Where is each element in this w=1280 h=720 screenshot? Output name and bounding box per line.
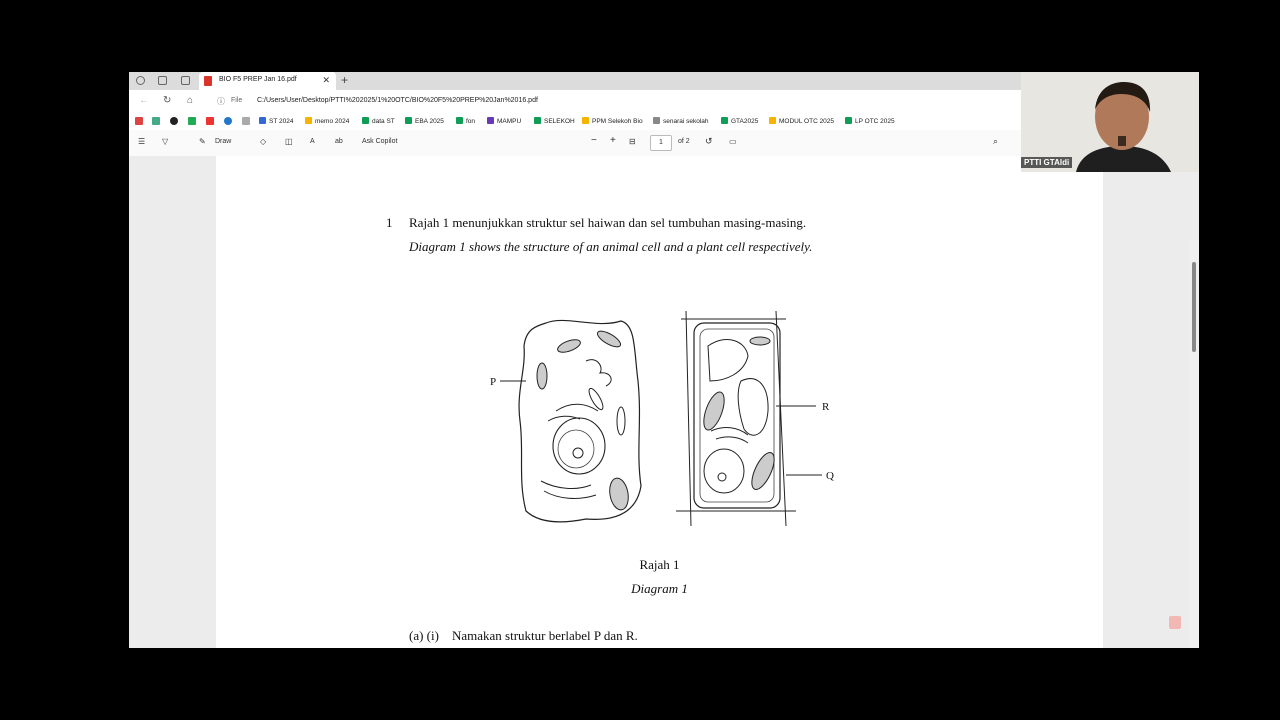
subquestion-text: Namakan struktur berlabel P dan R. [452,628,638,643]
ask-copilot-button[interactable]: Ask Copilot [362,138,398,145]
zoom-in-icon[interactable]: + [610,135,616,146]
home-icon[interactable]: ⌂ [187,95,194,106]
draw-icon[interactable]: ✎ [199,137,206,146]
bookmark-eba2025[interactable]: EBA 2025 [405,117,444,125]
page-total: of 2 [678,138,690,145]
pdf-viewer[interactable] [129,156,1199,648]
scrollbar-thumb[interactable] [1192,262,1196,352]
edge-icon[interactable] [224,117,232,125]
erase-icon[interactable]: ◇ [260,137,267,146]
bookmark-st2024[interactable]: ST 2024 [259,117,293,125]
file-label: File [231,97,243,104]
github-icon[interactable] [170,117,178,125]
page-number-input[interactable]: 1 [650,135,672,151]
participant-name: PTTI GTAldi [1021,157,1072,168]
translate-icon[interactable]: ab [335,138,343,145]
gmail-icon[interactable] [135,117,143,125]
bookmark-mampu[interactable]: MAMPU [487,117,521,125]
bookmark-gta2025[interactable]: GTA2025 [721,117,758,125]
close-tab-icon[interactable]: ✕ [322,75,330,85]
bookmark-icon[interactable] [188,117,196,125]
bookmark-memo2024[interactable]: memo 2024 [305,117,349,125]
profile-icon[interactable] [136,76,145,85]
tab-actions-icon[interactable] [181,76,190,85]
tab-pdf[interactable] [199,72,336,90]
acrobat-icon[interactable] [1169,616,1181,629]
pdf-page [216,156,1103,648]
question-number: 1 [386,215,393,230]
scrollbar[interactable] [1189,240,1199,648]
zoom-out-icon[interactable]: − [591,135,597,146]
webcam-overlay [1021,72,1199,172]
bookmark-fon[interactable]: fon [456,117,475,125]
fit-page-icon[interactable]: ⊟ [629,137,636,146]
diagram-caption-english: Diagram 1 [631,581,688,596]
view-icon[interactable]: ◫ [285,137,293,146]
label-r: R [822,401,830,413]
bookmark-datast[interactable]: data ST [362,117,395,125]
reload-icon[interactable]: ↻ [163,95,172,106]
cell-diagram [486,311,836,536]
page-view-icon[interactable]: ▭ [729,137,737,146]
pdf-icon [204,76,212,86]
bookmark-ppm-selekoh-bio[interactable]: PPM Selekoh Bio [582,117,643,125]
sheets-icon[interactable] [152,117,160,125]
bookmark-selekoh[interactable]: SELEKOH [534,117,575,125]
rotate-icon[interactable]: ↺ [705,136,713,146]
diagram-caption-malay: Rajah 1 [639,557,680,572]
url-field[interactable]: C:/Users/User/Desktop/PTTI%202025/1%20OTC/BIO%20F5%20PREP%20Jan%2016.pdf [257,97,538,104]
highlight-icon[interactable]: ▽ [162,137,169,146]
bookmark-senarai-sekolah[interactable]: senarai sekolah [653,117,709,125]
star-icon[interactable] [242,117,250,125]
contents-icon[interactable]: ☰ [138,137,146,146]
pocket-icon[interactable] [206,117,214,125]
back-icon[interactable]: ← [139,95,149,106]
search-icon[interactable]: ⌕ [993,136,999,146]
bookmark-modul-otc[interactable]: MODUL OTC 2025 [769,117,834,125]
label-q: Q [826,470,834,482]
workspaces-icon[interactable] [158,76,167,85]
label-p: P [490,376,497,388]
tab-title: BIO F5 PREP Jan 16.pdf [219,76,297,83]
question-text-english: Diagram 1 shows the structure of an animal cell and a plant cell respectively. [409,239,813,254]
bookmark-lp-otc[interactable]: LP OTC 2025 [845,117,895,125]
subquestion-label: (a) (i) [409,628,439,643]
read-aloud-icon[interactable]: A [310,138,315,145]
info-icon: ⓘ [217,97,225,106]
draw-label[interactable]: Draw [215,138,232,145]
question-text-malay: Rajah 1 menunjukkan struktur sel haiwan dan sel tumbuhan masing-masing. [409,215,807,230]
new-tab-icon[interactable]: + [341,73,349,87]
